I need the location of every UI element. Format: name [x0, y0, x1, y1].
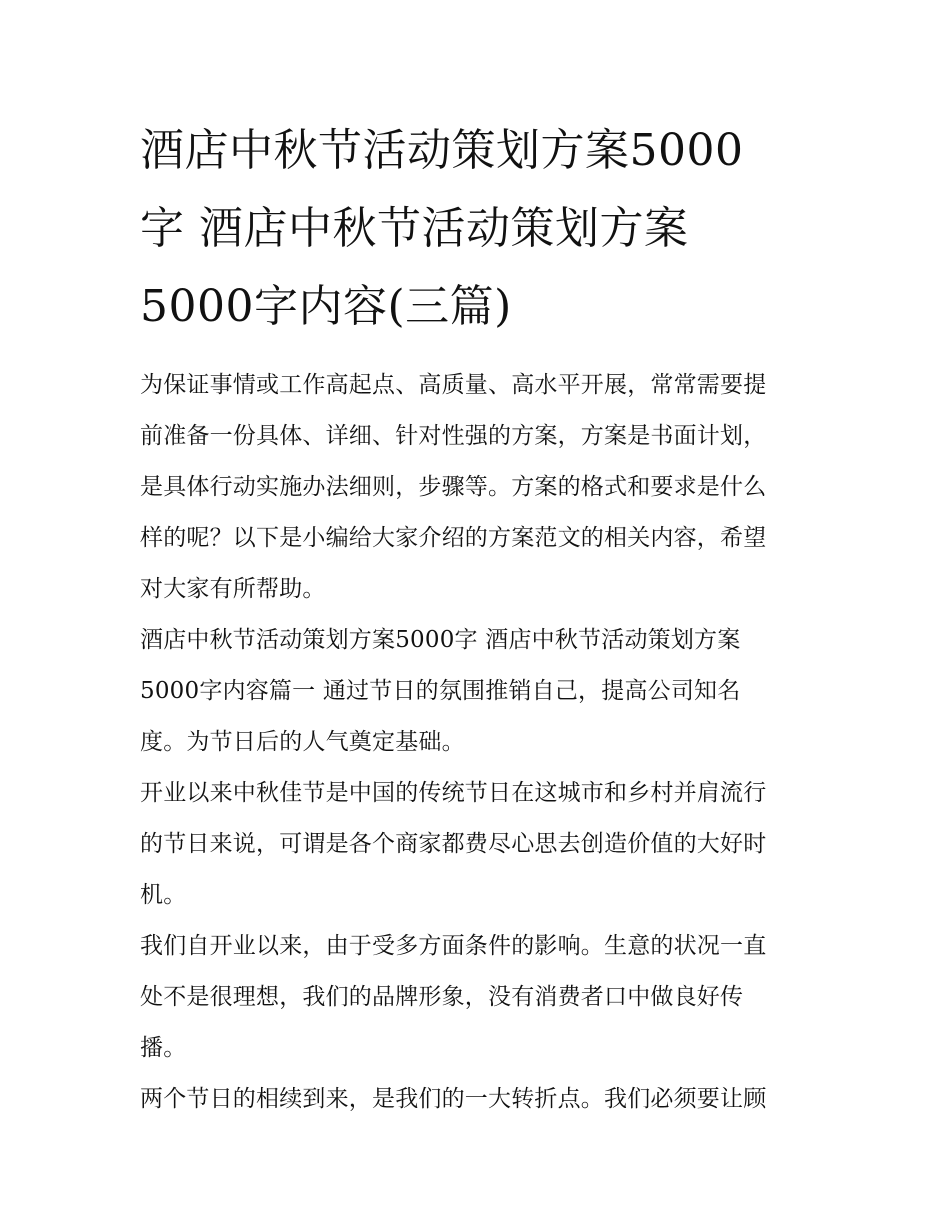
- text-line: 酒店中秋节活动策划方案5000字 酒店中秋节活动策划方案: [140, 627, 741, 653]
- body-paragraph: [140, 1074, 815, 1125]
- text-line: 播。: [140, 1035, 187, 1061]
- section-heading-paragraph: [140, 615, 815, 768]
- text-line: 机。: [140, 882, 187, 908]
- title-line: 字 酒店中秋节活动策划方案: [140, 203, 689, 254]
- document-content: [140, 112, 815, 1125]
- text-line: 前准备一份具体、详细、针对性强的方案，方案是书面计划，: [140, 423, 767, 449]
- text-line: 处不是很理想，我们的品牌形象，没有消费者口中做良好传: [140, 984, 744, 1010]
- text-line: 我们自开业以来，由于受多方面条件的影响。生意的状况一直: [140, 933, 767, 959]
- title-line: 酒店中秋节活动策划方案5000: [140, 125, 744, 176]
- text-line: 对大家有所帮助。: [140, 576, 326, 602]
- text-line: 开业以来中秋佳节是中国的传统节日在这城市和乡村并肩流行: [140, 780, 767, 806]
- text-line: 两个节日的相续到来，是我们的一大转折点。我们必须要让顾: [140, 1086, 767, 1112]
- body-paragraph: [140, 921, 815, 1074]
- text-line: 是具体行动实施办法细则，步骤等。方案的格式和要求是什么: [140, 474, 767, 500]
- intro-paragraph: [140, 360, 815, 615]
- text-line: 度。为节日后的人气奠定基础。: [140, 729, 465, 755]
- text-line: 的节日来说，可谓是各个商家都费尽心思去创造价值的大好时: [140, 831, 767, 857]
- document-title: [140, 112, 815, 346]
- text-line: 为保证事情或工作高起点、高质量、高水平开展，常常需要提: [140, 372, 767, 398]
- text-line: 5000字内容篇一 通过节日的氛围推销自己，提高公司知名: [140, 678, 741, 704]
- title-line: 5000字内容(三篇): [140, 281, 512, 332]
- text-line: 样的呢？以下是小编给大家介绍的方案范文的相关内容，希望: [140, 525, 767, 551]
- body-paragraph: [140, 768, 815, 921]
